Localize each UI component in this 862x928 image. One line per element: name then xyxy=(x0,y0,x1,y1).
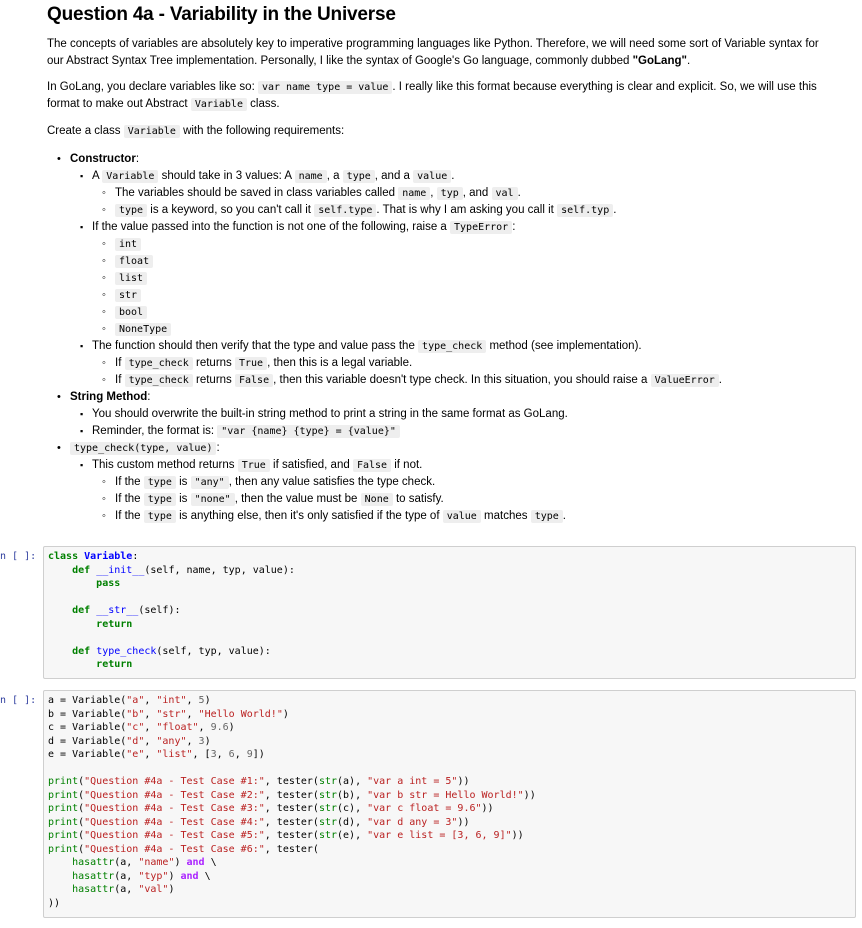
req-constructor-args: ▪ A Variable should take in 3 values: A name , a type , and a value . xyxy=(47,168,837,185)
type-item: ◦ NoneType xyxy=(47,321,837,338)
req-typ-note: ◦ type is a keyword, so you can't call it self.type . That is why I am asking you call it self.typ . xyxy=(47,202,837,219)
req-constructor: • Constructor: xyxy=(47,151,837,168)
req-verify-false: ◦ If type_check returns False , then this variable doesn't type check. In this situation, you should raise a ValueError . xyxy=(47,372,837,389)
req-class-vars: ◦ The variables should be saved in class variables called name , typ , and val . xyxy=(47,185,837,202)
req-overwrite: ▪ You should overwrite the built-in string method to print a string in the same format as GoLang. xyxy=(47,406,837,423)
type-item: ◦ bool xyxy=(47,304,837,321)
req-type-check: • type_check(type, value) : xyxy=(47,440,837,457)
intro-paragraph-3: Create a class Variable with the following requirements: xyxy=(47,125,345,137)
intro-paragraph-1: The concepts of variables are absolutely key to imperative programming languages like Python. Therefore, we will need some sort of Variable syntax for our Abstract Syntax Tree implementation. Personally, I like the syntax of Google's Go language, commonly dubbed "GoLang". xyxy=(47,38,819,67)
req-typeerror: ▪ If the value passed into the function is not one of the following, raise a TypeError : xyxy=(47,219,837,236)
type-item: ◦ int xyxy=(47,236,837,253)
req-tc-returns: ▪ This custom method returns True if satisfied, and False if not. xyxy=(47,457,837,474)
cell-prompt-2: n [ ]: xyxy=(0,695,37,706)
requirements-list xyxy=(47,151,837,525)
markdown-cell xyxy=(47,0,837,525)
code-cell-tests[interactable]: a = Variable("a", "int", 5) b = Variable("b", "str", "Hello World!") c = Variable("c", "float", 9.6) d = Variable("d", "any", 3) e = Variable("e", "list", [3, 6, 9]) print("Question #4a - Test Case #1:", tester(str(a), "var a int = 5")) print("Question #4a - Test Case #2:", tester(str(b), "var b str = Hello World!")) print("Question #4a - Test Case #3:", tester(str(c), "var c float = 9.6")) print("Question #4a - Test Case #4:", tester(str(d), "var d any = 3")) print("Question #4a - Test Case #5:", tester(str(e), "var e list = [3, 6, 9]")) print("Question #4a - Test Case #6:", tester( hasattr(a, "name") and \ hasattr(a, "typ") and \ hasattr(a, "val") )) xyxy=(43,690,856,918)
req-tc-none: ◦ If the type is "none" , then the value must be None to satisfy. xyxy=(47,491,837,508)
req-tc-any: ◦ If the type is "any" , then any value satisfies the type check. xyxy=(47,474,837,491)
page-title: Question 4a - Variability in the Universe xyxy=(47,4,396,25)
req-string-method: • String Method: xyxy=(47,389,837,406)
req-verify-true: ◦ If type_check returns True , then this is a legal variable. xyxy=(47,355,837,372)
code-cell-class[interactable]: class Variable: def __init__(self, name, typ, value): pass def __str__(self): return def type_check(self, typ, value): return xyxy=(43,546,856,679)
cell-prompt-1: n [ ]: xyxy=(0,551,37,562)
type-item: ◦ list xyxy=(47,270,837,287)
type-item: ◦ float xyxy=(47,253,837,270)
req-tc-else: ◦ If the type is anything else, then it's only satisfied if the type of value matches type . xyxy=(47,508,837,525)
req-format: ▪ Reminder, the format is: "var {name} {type} = {value}" xyxy=(47,423,837,440)
intro-paragraph-2: In GoLang, you declare variables like so: var name type = value . I really like this format because everything is clear and explicit. So, we will use this format to make out Abstract Variable class. xyxy=(47,81,817,110)
req-verify: ▪ The function should then verify that the type and value pass the type_check method (see implementation). xyxy=(47,338,837,355)
type-item: ◦ str xyxy=(47,287,837,304)
